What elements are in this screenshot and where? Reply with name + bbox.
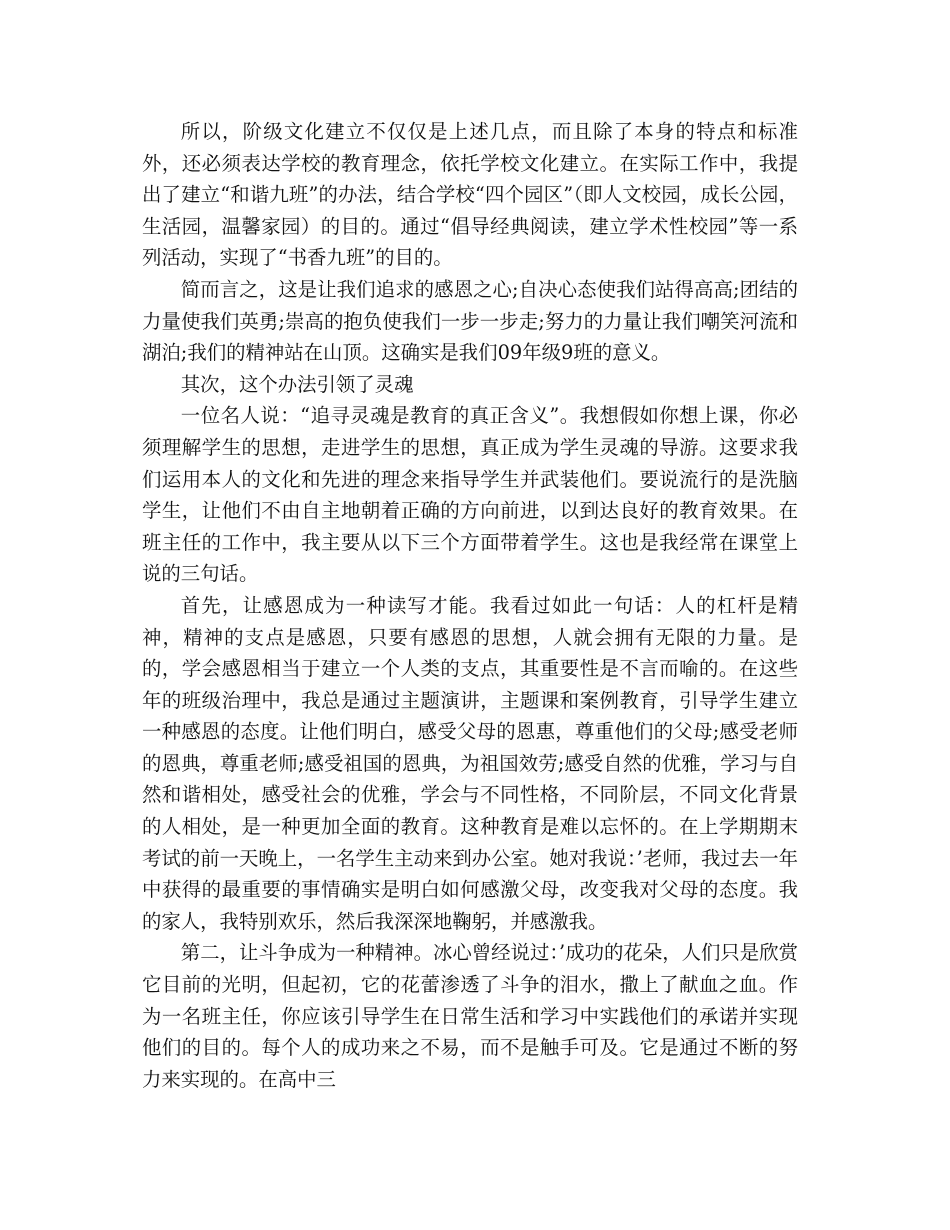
paragraph-gratitude: 首先，让感恩成为一种读写才能。我看过如此一句话：人的杠杆是精神，精神的支点是感恩，只要有感恩的思想，人就会拥有无限的力量。是的，学会感恩相当于建立一个人类的支点，其重要性是不言而喻的。在这些年的班级治理中，我总是通过主题演讲，主题课和案例教育，引导学生建立一种感恩的态度。让他们明白，感受父母的恩惠，尊重他们的父母;感受老师的恩典，尊重老师;感受祖国的恩典，为祖国效劳;感受自然的优雅，学习与自然和谐相处，感受社会的优雅，学会与不同性格，不同阶层，不同文化背景的人相处，是一种更加全面的教育。这种教育是难以忘怀的。在上学期期末考试的前一天晚上，一名学生主动来到办公室。她对我说：’老师，我过去一年中获得的最重要的事情确实是明白如何感激父母，改变我对父母的态度。我的家人，我特别欢乐，然后我深深地鞠躬，并感激我。 [142,593,798,933]
paragraph-struggle: 第二，让斗争成为一种精神。冰心曾经说过：’成功的花朵，人们只是欣赏它目前的光明，但起初，它的花蕾渗透了斗争的泪水，撒上了献血之血。作为一名班主任，你应该引导学生在日常生活和学习中实践他们的承诺并实现他们的目的。每个人的成功来之不易，而不是触手可及。它是通过不断的努力来实现的。在高中三 [142,941,798,1091]
paragraph-subheading-soul: 其次，这个办法引领了灵魂 [180,372,414,396]
document-body [142,116,798,1095]
paragraph-summary: 简而言之，这是让我们追求的感恩之心;自决心态使我们站得高高;团结的力量使我们英勇;崇高的抱负使我们一步一步走;努力的力量让我们嘲笑河流和湖泊;我们的精神站在山顶。这确实是我们09年级9班的意义。 [142,277,798,365]
paragraph-class-culture: 所以，阶级文化建立不仅仅是上述几点，而且除了本身的特点和标准外，还必须表达学校的教育理念，依托学校文化建立。在实际工作中，我提出了建立“和谐九班”的办法，结合学校“四个园区”（即人文校园，成长公园，生活园，温馨家园）的目的。通过“倡导经典阅读，建立学术性校园”等一系列活动，实现了“书香九班”的目的。 [142,120,798,270]
paragraph-famous-quote: 一位名人说：“追寻灵魂是教育的真正含义”。我想假如你想上课，你必须理解学生的思想，走进学生的思想，真正成为学生灵魂的导游。这要求我们运用本人的文化和先进的理念来指导学生并武装他们。要说流行的是洗脑学生，让他们不由自主地朝着正确的方向前进，以到达良好的教育效果。在班主任的工作中，我主要从以下三个方面带着学生。这也是我经常在课堂上说的三句话。 [142,404,798,586]
